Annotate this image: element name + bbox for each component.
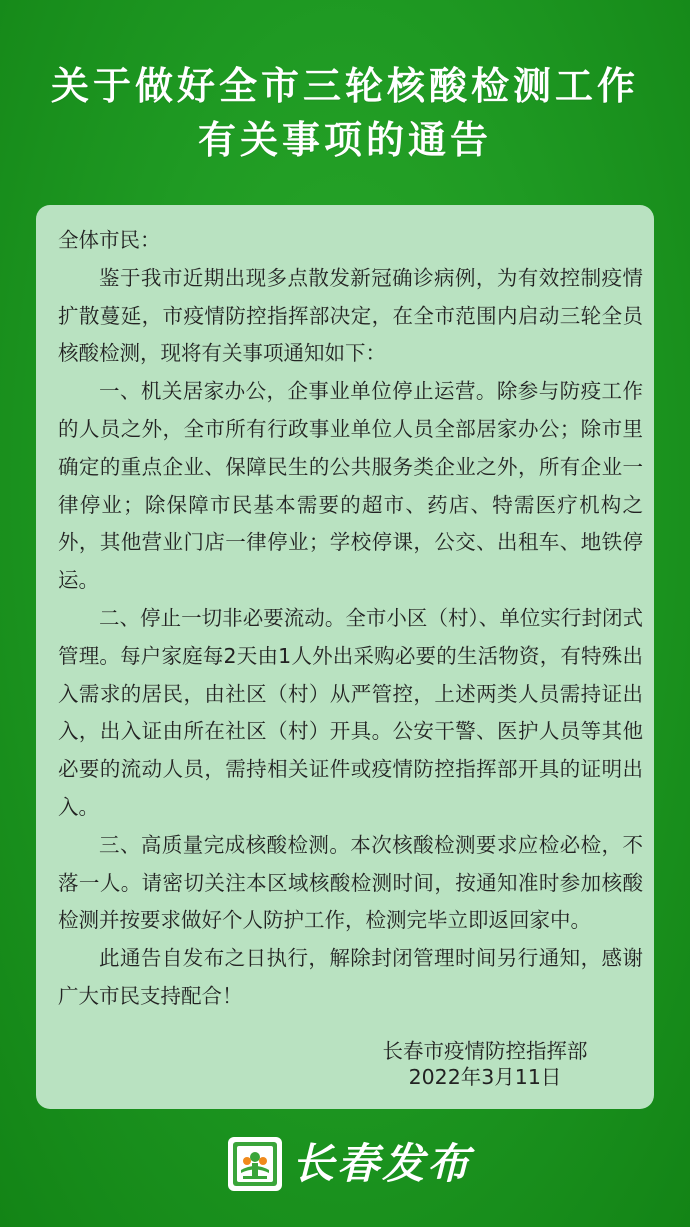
item-three-paragraph: 三、高质量完成核酸检测。本次核酸检测要求应检必检，不落一人。请密切关注本区域核酸检测时间，按通知准时参加核酸检测并按要求做好个人防护工作，检测完毕立即返回家中。 <box>58 832 643 933</box>
salutation: 全体市民： <box>58 228 161 252</box>
notice-body <box>58 222 643 1016</box>
notice-title-line-1: 关于做好全市三轮核酸检测工作 <box>50 63 639 108</box>
item-two-paragraph: 二、停止一切非必要流动。全市小区（村）、单位实行封闭式管理。每户家庭每2天由1人外出采购必要的生活物资，有特殊出入需求的居民，由社区（村）从严管控，上述两类人员需持证出入，出入证由所在社区（村）开具。公安干警、医护人员等其他必要的流动人员，需持相关证件或疫情防控指挥部开具的证明出入。 <box>58 605 643 819</box>
changchun-release-logo-icon <box>228 1137 282 1191</box>
item-one-paragraph: 一、机关居家办公，企事业单位停止运营。除参与防疫工作的人员之外，全市所有行政事业单位人员全部居家办公；除市里确定的重点企业、保障民生的公共服务类企业之外，所有企业一律停业；除保障市民基本需要的超市、药店、特需医疗机构之外，其他营业门店一律停业；学校停课，公交、出租车、地铁停运。 <box>58 379 643 593</box>
notice-title-line-2: 有关事项的通告 <box>197 117 492 162</box>
issuer-signature: 长春市疫情防控指挥部 <box>382 1039 588 1063</box>
brand-name: 长春发布 <box>292 1139 473 1188</box>
intro-paragraph: 鉴于我市近期出现多点散发新冠确诊病例，为有效控制疫情扩散蔓延，市疫情防控指挥部决定，在全市范围内启动三轮全员核酸检测，现将有关事项通知如下： <box>58 265 643 366</box>
closing-paragraph: 此通告自发布之日执行，解除封闭管理时间另行通知，感谢广大市民支持配合！ <box>58 946 643 1008</box>
issue-date: 2022年3月11日 <box>408 1065 562 1089</box>
